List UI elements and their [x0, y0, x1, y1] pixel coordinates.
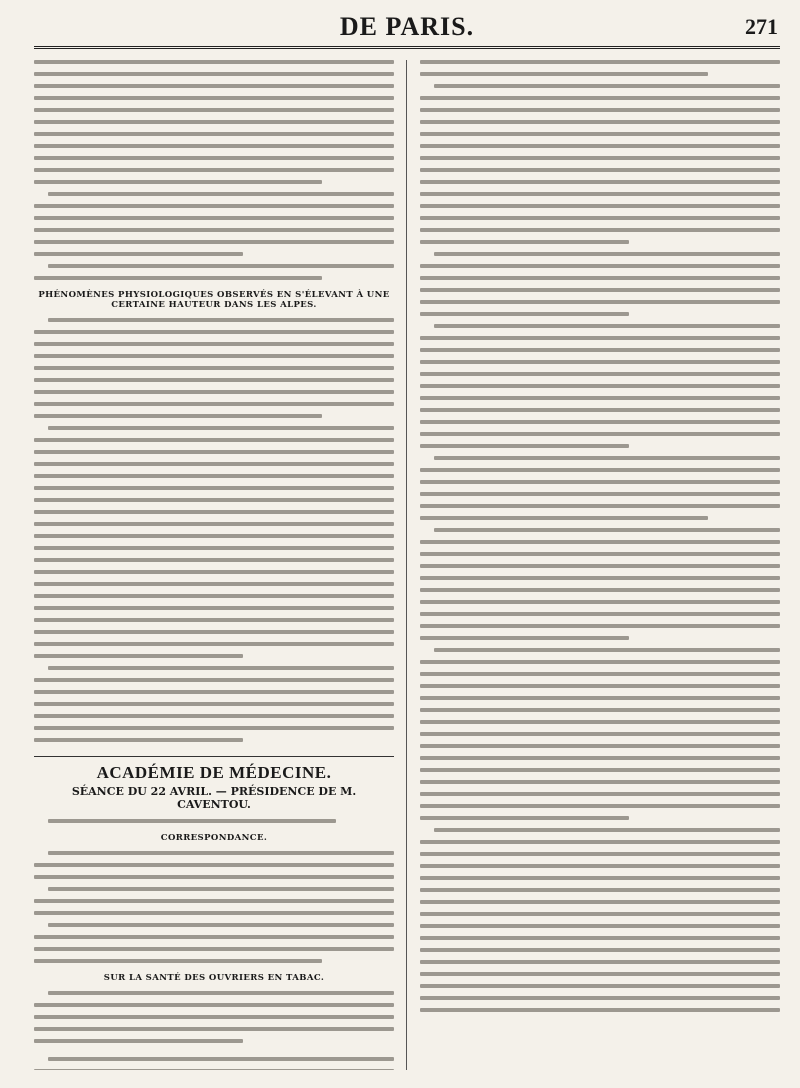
- seance-heading: SÉANCE DU 22 AVRIL. — PRÉSIDENCE DE M. CAVENTOU.: [71, 785, 357, 811]
- left-column: [34, 60, 394, 1070]
- left-block-4: [34, 851, 394, 971]
- left-block-2: [34, 318, 394, 750]
- masthead-title: DE PARIS.: [339, 12, 475, 41]
- subhead-phenomenes: PHÉNOMÈNES PHYSIOLOGIQUES OBSERVÉS EN S'ÉLEVANT À UNE CERTAINE HAUTEUR DANS LES ALPES.: [38, 290, 390, 310]
- subhead-correspondance: CORRESPONDANCE.: [160, 833, 268, 843]
- right-column: [420, 60, 780, 1070]
- masthead: [34, 10, 780, 49]
- column-rule: [406, 60, 407, 1070]
- page-number: 271: [745, 14, 778, 39]
- section-title-academie: ACADÉMIE DE MÉDECINE.: [34, 756, 394, 783]
- left-block-5: [34, 991, 394, 1070]
- left-block-1: [34, 60, 394, 288]
- subhead-sante-ouvriers: SUR LA SANTÉ DES OUVRIERS EN TABAC.: [103, 973, 325, 983]
- right-block: [420, 60, 780, 1020]
- newspaper-page: [34, 10, 780, 1076]
- columns: [34, 60, 780, 1070]
- left-block-3: [34, 819, 394, 831]
